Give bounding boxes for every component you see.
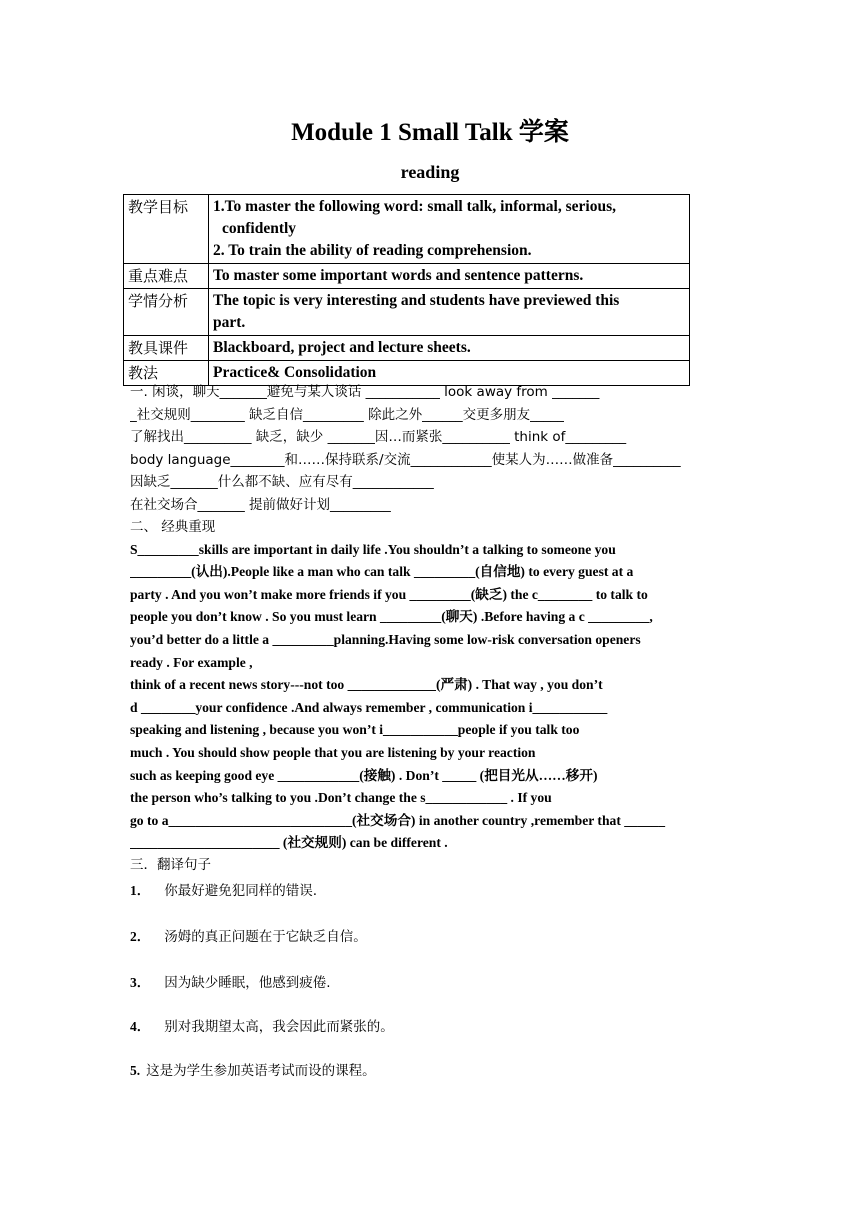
row-key: 教具课件 [124,336,209,361]
cloze-line: ready . For example , [130,654,253,670]
item-text: 别对我期望太高，我会因此而紧张的。 [164,1019,394,1035]
table-row [124,264,690,289]
item-text: 因为缺少睡眠，他感到疲倦. [164,975,331,991]
row-value [209,289,690,336]
row-key: 教学目标 [124,195,209,264]
item-text: 你最好避免犯同样的错误. [164,883,318,899]
cloze-line: people you don’t know . So you must learn _________(聊天) .Before having a c _________, [130,609,653,625]
row-value: Blackboard, project and lecture sheets. [209,336,690,361]
vocab-line: body language________和……保持联系/交流____________使某人为……做准备__________ [130,451,681,468]
cloze-line: speaking and listening , because you won’t i___________people if you talk too [130,722,580,738]
row-value-line: part. [213,314,246,331]
cloze-line: the person who’s talking to you .Don’t change the s____________ . If you [130,790,552,806]
cloze-line: S_________skills are important in daily life .You shouldn’t a talking to someone you [130,541,616,557]
table-row [124,289,690,336]
cloze-line: you’d better do a little a _________planning.Having some low-risk conversation openers [130,631,641,647]
translation-item [130,925,367,945]
vocab-line: _社交规则________ 缺乏自信_________ 除此之外______交更多朋友_____ [130,406,564,423]
row-value-line: 2. To train the ability of reading comprehension. [213,242,532,259]
item-number: 2． [130,929,151,944]
item-text: 这是为学生参加英语考试而设的课程。 [146,1063,376,1079]
page-subtitle: reading [400,162,460,182]
item-number: 1． [130,883,151,898]
cloze-line: think of a recent news story---not too _____________(严肃) . That way , you don’t [130,677,603,693]
row-value: To master some important words and sentence patterns. [209,264,690,289]
item-number: 5. [130,1063,141,1078]
row-key: 重点难点 [124,264,209,289]
page-title: Module 1 Small Talk 学案 [291,119,569,146]
row-value: Practice& Consolidation [209,361,690,386]
section-heading: 二、 经典重现 [130,519,216,535]
row-key: 学情分析 [124,289,209,336]
row-value-line: 1.To master the following word: small talk, informal, serious, [213,198,616,215]
translation-item [130,1015,394,1035]
cloze-line: go to a___________________________(社交场合) in another country ,remember that ______ [130,812,666,828]
cloze-line: party . And you won’t make more friends if you _________(缺乏) the c________ to talk to [130,586,648,602]
translation-item [130,971,331,991]
section-heading: 一. 闲谈，聊天_______避免与某人谈话 ___________ look away from _______ [130,384,600,400]
item-text: 汤姆的真正问题在于它缺乏自信。 [164,929,367,945]
cloze-section [130,516,730,855]
cloze-line: _________(认出).People like a man who can talk _________(自信地) to every guest at a [130,564,634,580]
translation-heading-block [130,854,730,877]
row-value [209,195,690,264]
section-heading: 三．翻译句子 [130,857,211,873]
table-row [124,195,690,264]
row-value-line: The topic is very interesting and students have previewed this [213,292,620,309]
row-key: 教法 [124,361,209,386]
translation-item [130,1059,376,1079]
item-number: 3． [130,975,151,990]
item-number: 4． [130,1019,151,1034]
vocabulary-section [130,381,730,517]
cloze-line: such as keeping good eye ____________(接触) . Don’t _____ (把目光从……移开) [130,767,598,783]
lesson-info-table [123,194,690,386]
translation-item [130,879,317,899]
cloze-line: d ________your confidence .And always remember , communication i___________ [130,699,608,715]
cloze-line: ______________________ (社交规则) can be different . [130,835,448,851]
vocab-line: 了解找出__________ 缺乏，缺少 _______因…而紧张__________ think of_________ [130,429,627,446]
cloze-line: much . You should show people that you are listening by your reaction [130,744,536,760]
vocab-line: 因缺乏_______什么都不缺、应有尽有____________ [130,474,434,491]
table-row [124,336,690,361]
vocab-line: 在社交场合_______ 提前做好计划_________ [130,496,391,513]
row-value-line: confidently [222,220,297,237]
